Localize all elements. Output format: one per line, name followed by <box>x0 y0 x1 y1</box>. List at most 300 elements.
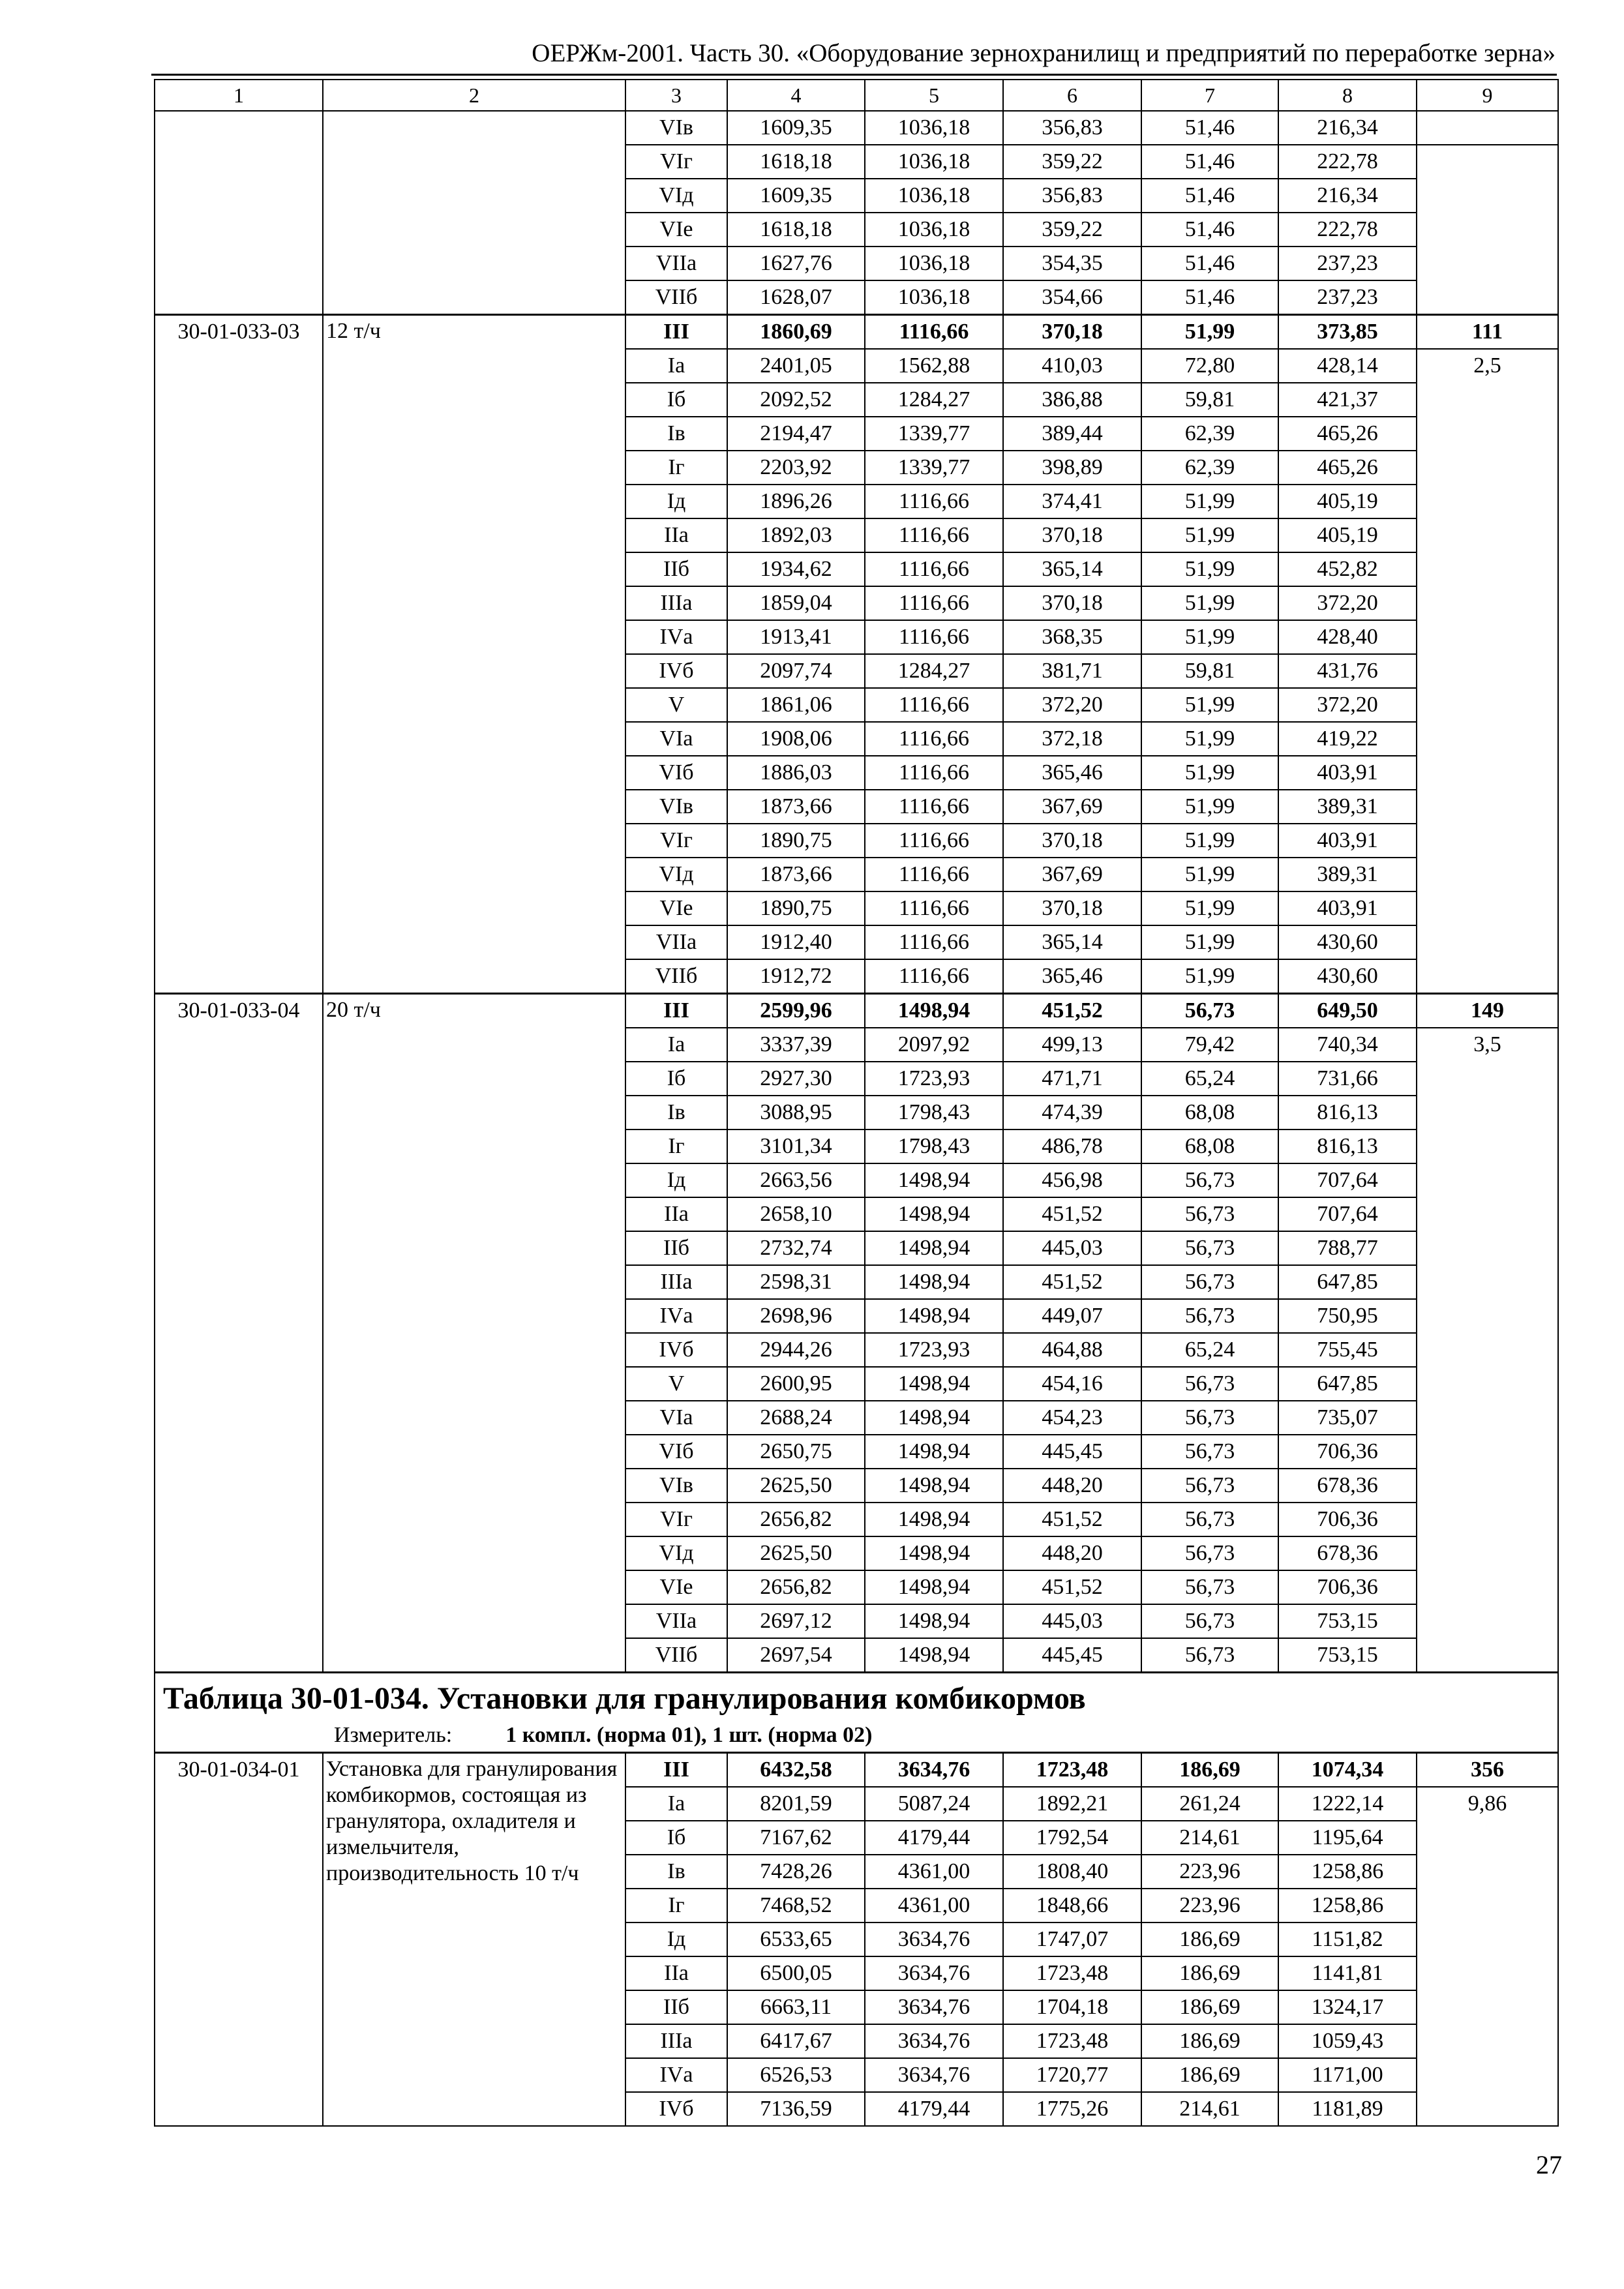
page-number: 27 <box>1536 2150 1562 2179</box>
material-cost: 465,26 <box>1278 417 1417 451</box>
material-cost: 428,40 <box>1278 620 1417 654</box>
material-cost: 419,22 <box>1278 722 1417 756</box>
total-cost: 2697,12 <box>727 1604 865 1638</box>
machine-cost: 1720,77 <box>1003 2058 1141 2092</box>
total-cost: 1896,26 <box>727 485 865 518</box>
material-cost: 405,19 <box>1278 518 1417 552</box>
wage-cost: 1036,18 <box>865 247 1003 280</box>
material-cost: 647,85 <box>1278 1367 1417 1401</box>
material-cost: 1258,86 <box>1278 1855 1417 1889</box>
region-code: VIа <box>625 1401 727 1435</box>
machine-cost: 370,18 <box>1003 891 1141 925</box>
material-cost: 1059,43 <box>1278 2024 1417 2058</box>
column-number: 8 <box>1278 80 1417 111</box>
total-cost: 1860,69 <box>727 315 865 350</box>
driver-wage: 51,46 <box>1141 213 1278 247</box>
total-cost: 1913,41 <box>727 620 865 654</box>
material-cost: 1074,34 <box>1278 1753 1417 1788</box>
driver-wage: 51,46 <box>1141 179 1278 213</box>
driver-wage: 223,96 <box>1141 1855 1278 1889</box>
wage-cost: 1284,27 <box>865 654 1003 688</box>
column-number: 5 <box>865 80 1003 111</box>
total-cost: 1859,04 <box>727 586 865 620</box>
total-cost: 1618,18 <box>727 213 865 247</box>
wage-cost: 2097,92 <box>865 1028 1003 1062</box>
material-cost: 753,15 <box>1278 1638 1417 1673</box>
wage-cost: 3634,76 <box>865 2058 1003 2092</box>
machine-cost: 474,39 <box>1003 1096 1141 1130</box>
machine-cost: 370,18 <box>1003 518 1141 552</box>
machine-cost: 381,71 <box>1003 654 1141 688</box>
table-title: Таблица 30-01-034. Установки для гранулирования комбикормов <box>163 1681 1086 1716</box>
total-cost: 2650,75 <box>727 1435 865 1469</box>
material-cost: 372,20 <box>1278 586 1417 620</box>
measure-value: 1 компл. (норма 01), 1 шт. (норма 02) <box>505 1723 873 1747</box>
total-cost: 2656,82 <box>727 1570 865 1604</box>
material-cost: 389,31 <box>1278 858 1417 891</box>
region-code: VIд <box>625 179 727 213</box>
region-code: VIе <box>625 891 727 925</box>
driver-wage: 51,99 <box>1141 756 1278 790</box>
total-cost: 7167,62 <box>727 1821 865 1855</box>
machine-cost: 1792,54 <box>1003 1821 1141 1855</box>
driver-wage: 51,99 <box>1141 790 1278 824</box>
wage-cost: 1498,94 <box>865 1469 1003 1503</box>
region-code: VIIб <box>625 280 727 315</box>
total-cost: 1873,66 <box>727 858 865 891</box>
wage-cost: 4361,00 <box>865 1889 1003 1922</box>
material-cost: 706,36 <box>1278 1570 1417 1604</box>
total-cost: 2598,31 <box>727 1265 865 1299</box>
material-cost: 405,19 <box>1278 485 1417 518</box>
wage-cost: 1498,94 <box>865 1638 1003 1673</box>
wage-cost: 1498,94 <box>865 1163 1003 1197</box>
material-cost: 216,34 <box>1278 179 1417 213</box>
region-code: Iб <box>625 1821 727 1855</box>
machine-cost: 370,18 <box>1003 824 1141 858</box>
total-cost: 1908,06 <box>727 722 865 756</box>
machine-cost: 454,23 <box>1003 1401 1141 1435</box>
material-cost: 1141,81 <box>1278 1956 1417 1990</box>
region-code: IIIа <box>625 586 727 620</box>
region-code: VIб <box>625 756 727 790</box>
wage-cost: 1116,66 <box>865 756 1003 790</box>
driver-wage: 51,99 <box>1141 858 1278 891</box>
region-code: Iа <box>625 1787 727 1821</box>
norm-code: 30-01-033-04 <box>155 994 323 1673</box>
machine-cost: 356,83 <box>1003 111 1141 145</box>
machine-cost: 367,69 <box>1003 858 1141 891</box>
machine-cost: 456,98 <box>1003 1163 1141 1197</box>
total-cost: 6432,58 <box>727 1753 865 1788</box>
driver-wage: 186,69 <box>1141 1753 1278 1788</box>
total-cost: 3101,34 <box>727 1130 865 1163</box>
region-code: IIб <box>625 1231 727 1265</box>
region-code: VIIб <box>625 1638 727 1673</box>
wage-cost: 1116,66 <box>865 790 1003 824</box>
wage-cost: 1116,66 <box>865 586 1003 620</box>
total-cost: 2732,74 <box>727 1231 865 1265</box>
column-number: 6 <box>1003 80 1141 111</box>
machine-cost: 451,52 <box>1003 1197 1141 1231</box>
driver-wage: 72,80 <box>1141 349 1278 383</box>
region-code: IVа <box>625 1299 727 1333</box>
wage-cost: 1116,66 <box>865 688 1003 722</box>
measure-label: Измеритель: <box>334 1723 453 1747</box>
driver-wage: 56,73 <box>1141 1503 1278 1536</box>
total-cost: 2097,74 <box>727 654 865 688</box>
table-row <box>155 994 1558 1028</box>
wage-cost: 1498,94 <box>865 1231 1003 1265</box>
table-row <box>155 315 1558 350</box>
norm-description: 20 т/ч <box>323 994 625 1673</box>
labor-cost <box>1417 111 1558 145</box>
machine-cost: 464,88 <box>1003 1333 1141 1367</box>
total-cost: 1890,75 <box>727 824 865 858</box>
total-cost: 2944,26 <box>727 1333 865 1367</box>
region-code: IIб <box>625 1990 727 2024</box>
material-cost: 1324,17 <box>1278 1990 1417 2024</box>
driver-wage: 79,42 <box>1141 1028 1278 1062</box>
total-cost: 8201,59 <box>727 1787 865 1821</box>
labor-cost: 111 <box>1417 315 1558 350</box>
wage-cost: 1498,94 <box>865 1265 1003 1299</box>
wage-cost: 1562,88 <box>865 349 1003 383</box>
norm-description: 12 т/ч <box>323 315 625 994</box>
region-code: Iг <box>625 1889 727 1922</box>
region-code: VIе <box>625 213 727 247</box>
labor-cost: 356 <box>1417 1753 1558 1788</box>
region-code: III <box>625 1753 727 1788</box>
machine-cost: 372,20 <box>1003 688 1141 722</box>
machine-cost: 398,89 <box>1003 451 1141 485</box>
material-cost: 731,66 <box>1278 1062 1417 1096</box>
machine-cost: 451,52 <box>1003 994 1141 1028</box>
total-cost: 2658,10 <box>727 1197 865 1231</box>
column-number: 2 <box>323 80 625 111</box>
region-code: Iд <box>625 1922 727 1956</box>
material-cost: 428,14 <box>1278 349 1417 383</box>
machine-cost: 410,03 <box>1003 349 1141 383</box>
region-code: VIа <box>625 722 727 756</box>
driver-wage: 186,69 <box>1141 1922 1278 1956</box>
material-cost: 237,23 <box>1278 280 1417 315</box>
machine-cost: 386,88 <box>1003 383 1141 417</box>
region-code: III <box>625 315 727 350</box>
wage-cost: 1498,94 <box>865 1570 1003 1604</box>
material-cost: 816,13 <box>1278 1130 1417 1163</box>
total-cost: 2927,30 <box>727 1062 865 1096</box>
machine-cost: 1747,07 <box>1003 1922 1141 1956</box>
driver-wage: 223,96 <box>1141 1889 1278 1922</box>
machine-cost: 449,07 <box>1003 1299 1141 1333</box>
driver-wage: 186,69 <box>1141 2024 1278 2058</box>
machine-cost: 499,13 <box>1003 1028 1141 1062</box>
machine-cost: 389,44 <box>1003 417 1141 451</box>
wage-cost: 1339,77 <box>865 417 1003 451</box>
machine-cost: 365,14 <box>1003 925 1141 959</box>
wage-cost: 3634,76 <box>865 1753 1003 1788</box>
driver-wage: 56,73 <box>1141 1163 1278 1197</box>
region-code: VIв <box>625 1469 727 1503</box>
machine-cost: 1704,18 <box>1003 1990 1141 2024</box>
machine-cost: 374,41 <box>1003 485 1141 518</box>
total-cost: 2688,24 <box>727 1401 865 1435</box>
material-cost: 706,36 <box>1278 1503 1417 1536</box>
total-cost: 3337,39 <box>727 1028 865 1062</box>
column-number: 4 <box>727 80 865 111</box>
total-cost: 1892,03 <box>727 518 865 552</box>
material-cost: 216,34 <box>1278 111 1417 145</box>
driver-wage: 51,46 <box>1141 111 1278 145</box>
material-cost: 1258,86 <box>1278 1889 1417 1922</box>
norm-code <box>155 111 323 315</box>
material-cost: 755,45 <box>1278 1333 1417 1367</box>
driver-wage: 65,24 <box>1141 1333 1278 1367</box>
material-cost: 389,31 <box>1278 790 1417 824</box>
region-code: VIIа <box>625 925 727 959</box>
total-cost: 7428,26 <box>727 1855 865 1889</box>
wage-cost: 3634,76 <box>865 1922 1003 1956</box>
machine-cost: 372,18 <box>1003 722 1141 756</box>
driver-wage: 56,73 <box>1141 1570 1278 1604</box>
region-code: III <box>625 994 727 1028</box>
driver-wage: 59,81 <box>1141 383 1278 417</box>
driver-wage: 51,99 <box>1141 891 1278 925</box>
wage-cost: 1116,66 <box>865 858 1003 891</box>
machine-cost: 1723,48 <box>1003 1753 1141 1788</box>
driver-wage: 56,73 <box>1141 1604 1278 1638</box>
driver-wage: 51,46 <box>1141 145 1278 179</box>
material-cost: 750,95 <box>1278 1299 1417 1333</box>
wage-cost: 1036,18 <box>865 145 1003 179</box>
material-cost: 706,36 <box>1278 1435 1417 1469</box>
region-code: IIб <box>625 552 727 586</box>
wage-cost: 1116,66 <box>865 315 1003 350</box>
machine-cost: 448,20 <box>1003 1536 1141 1570</box>
total-cost: 2194,47 <box>727 417 865 451</box>
total-cost: 2697,54 <box>727 1638 865 1673</box>
wage-cost: 1339,77 <box>865 451 1003 485</box>
column-number: 9 <box>1417 80 1558 111</box>
total-cost: 7136,59 <box>727 2092 865 2126</box>
total-cost: 1609,35 <box>727 179 865 213</box>
machine-cost: 1723,48 <box>1003 2024 1141 2058</box>
material-cost: 707,64 <box>1278 1197 1417 1231</box>
wage-cost: 1116,66 <box>865 552 1003 586</box>
driver-wage: 51,99 <box>1141 925 1278 959</box>
wage-cost: 1116,66 <box>865 959 1003 994</box>
wage-cost: 1116,66 <box>865 620 1003 654</box>
region-code: Iд <box>625 485 727 518</box>
total-cost: 6526,53 <box>727 2058 865 2092</box>
wage-cost: 1723,93 <box>865 1333 1003 1367</box>
total-cost: 1912,72 <box>727 959 865 994</box>
column-number: 1 <box>155 80 323 111</box>
wage-cost: 1284,27 <box>865 383 1003 417</box>
material-cost: 430,60 <box>1278 925 1417 959</box>
total-cost: 1627,76 <box>727 247 865 280</box>
driver-wage: 51,99 <box>1141 688 1278 722</box>
wage-cost: 1036,18 <box>865 179 1003 213</box>
driver-wage: 51,46 <box>1141 280 1278 315</box>
table-title-cell <box>155 1673 1558 1753</box>
machine-cost: 445,45 <box>1003 1435 1141 1469</box>
material-cost: 465,26 <box>1278 451 1417 485</box>
driver-wage: 65,24 <box>1141 1062 1278 1096</box>
total-cost: 2092,52 <box>727 383 865 417</box>
header-rule <box>151 74 1557 76</box>
machine-cost: 445,03 <box>1003 1604 1141 1638</box>
wage-cost: 1116,66 <box>865 891 1003 925</box>
total-cost: 2663,56 <box>727 1163 865 1197</box>
machine-cost: 359,22 <box>1003 213 1141 247</box>
region-code: VIIа <box>625 247 727 280</box>
material-cost: 678,36 <box>1278 1469 1417 1503</box>
driver-wage: 51,99 <box>1141 586 1278 620</box>
total-cost: 2625,50 <box>727 1469 865 1503</box>
machine-cost: 1892,21 <box>1003 1787 1141 1821</box>
wage-cost: 1498,94 <box>865 1536 1003 1570</box>
driver-wage: 186,69 <box>1141 1990 1278 2024</box>
machine-cost: 370,18 <box>1003 315 1141 350</box>
driver-wage: 56,73 <box>1141 1197 1278 1231</box>
total-cost: 2401,05 <box>727 349 865 383</box>
wage-cost: 1116,66 <box>865 485 1003 518</box>
machine-cost: 1723,48 <box>1003 1956 1141 1990</box>
material-cost: 1151,82 <box>1278 1922 1417 1956</box>
measure-line <box>334 1722 1550 1749</box>
wage-cost: 4361,00 <box>865 1855 1003 1889</box>
wage-cost: 1116,66 <box>865 518 1003 552</box>
material-cost: 431,76 <box>1278 654 1417 688</box>
wage-cost: 1498,94 <box>865 1604 1003 1638</box>
driver-wage: 56,73 <box>1141 1638 1278 1673</box>
total-cost: 1628,07 <box>727 280 865 315</box>
region-code: Iв <box>625 417 727 451</box>
page-header: ОЕРЖм-2001. Часть 30. «Оборудование зернохранилищ и предприятий по переработке зерна» <box>532 39 1556 67</box>
wage-cost: 3634,76 <box>865 2024 1003 2058</box>
material-cost: 430,60 <box>1278 959 1417 994</box>
material-cost: 373,85 <box>1278 315 1417 350</box>
material-cost: 647,85 <box>1278 1265 1417 1299</box>
wage-cost: 1036,18 <box>865 111 1003 145</box>
wage-cost: 1498,94 <box>865 1503 1003 1536</box>
machine-cost: 448,20 <box>1003 1469 1141 1503</box>
driver-wage: 51,99 <box>1141 620 1278 654</box>
weight-value: 3,5 <box>1417 1028 1558 1673</box>
region-code: IIа <box>625 1197 727 1231</box>
region-code: IVб <box>625 2092 727 2126</box>
norms-table <box>154 79 1559 2127</box>
material-cost: 222,78 <box>1278 213 1417 247</box>
region-code: IVа <box>625 2058 727 2092</box>
machine-cost: 367,69 <box>1003 790 1141 824</box>
wage-cost: 1498,94 <box>865 1197 1003 1231</box>
total-cost: 6663,11 <box>727 1990 865 2024</box>
material-cost: 421,37 <box>1278 383 1417 417</box>
wage-cost: 1798,43 <box>865 1096 1003 1130</box>
driver-wage: 56,73 <box>1141 1265 1278 1299</box>
driver-wage: 186,69 <box>1141 1956 1278 1990</box>
material-cost: 372,20 <box>1278 688 1417 722</box>
region-code: VIIб <box>625 959 727 994</box>
weight-value: 9,86 <box>1417 1787 1558 2126</box>
material-cost: 222,78 <box>1278 145 1417 179</box>
region-code: Iг <box>625 451 727 485</box>
driver-wage: 51,46 <box>1141 247 1278 280</box>
machine-cost: 365,46 <box>1003 959 1141 994</box>
material-cost: 753,15 <box>1278 1604 1417 1638</box>
total-cost: 6417,67 <box>727 2024 865 2058</box>
driver-wage: 56,73 <box>1141 1469 1278 1503</box>
machine-cost: 445,03 <box>1003 1231 1141 1265</box>
wage-cost: 1498,94 <box>865 1435 1003 1469</box>
region-code: VIг <box>625 1503 727 1536</box>
machine-cost: 354,66 <box>1003 280 1141 315</box>
driver-wage: 56,73 <box>1141 1231 1278 1265</box>
region-code: IVб <box>625 1333 727 1367</box>
machine-cost: 486,78 <box>1003 1130 1141 1163</box>
wage-cost: 5087,24 <box>865 1787 1003 1821</box>
driver-wage: 56,73 <box>1141 1367 1278 1401</box>
total-cost: 1618,18 <box>727 145 865 179</box>
machine-cost: 354,35 <box>1003 247 1141 280</box>
driver-wage: 68,08 <box>1141 1096 1278 1130</box>
machine-cost: 368,35 <box>1003 620 1141 654</box>
total-cost: 6500,05 <box>727 1956 865 1990</box>
material-cost: 403,91 <box>1278 891 1417 925</box>
driver-wage: 59,81 <box>1141 654 1278 688</box>
wage-cost: 4179,44 <box>865 2092 1003 2126</box>
region-code: Iа <box>625 349 727 383</box>
region-code: V <box>625 1367 727 1401</box>
region-code: Iг <box>625 1130 727 1163</box>
total-cost: 2656,82 <box>727 1503 865 1536</box>
material-cost: 740,34 <box>1278 1028 1417 1062</box>
total-cost: 1609,35 <box>727 111 865 145</box>
material-cost: 403,91 <box>1278 824 1417 858</box>
region-code: Iб <box>625 1062 727 1096</box>
wage-cost: 3634,76 <box>865 1990 1003 2024</box>
driver-wage: 62,39 <box>1141 451 1278 485</box>
region-code: IIа <box>625 518 727 552</box>
region-code: Iд <box>625 1163 727 1197</box>
driver-wage: 214,61 <box>1141 1821 1278 1855</box>
wage-cost: 1498,94 <box>865 1299 1003 1333</box>
driver-wage: 51,99 <box>1141 552 1278 586</box>
driver-wage: 214,61 <box>1141 2092 1278 2126</box>
total-cost: 2625,50 <box>727 1536 865 1570</box>
region-code: VIд <box>625 858 727 891</box>
region-code: V <box>625 688 727 722</box>
driver-wage: 56,73 <box>1141 1299 1278 1333</box>
material-cost: 1171,00 <box>1278 2058 1417 2092</box>
wage-cost: 1036,18 <box>865 280 1003 315</box>
wage-cost: 3634,76 <box>865 1956 1003 1990</box>
wage-cost: 1036,18 <box>865 213 1003 247</box>
column-number: 7 <box>1141 80 1278 111</box>
total-cost: 1873,66 <box>727 790 865 824</box>
norm-code: 30-01-034-01 <box>155 1753 323 2127</box>
material-cost: 1222,14 <box>1278 1787 1417 1821</box>
machine-cost: 365,46 <box>1003 756 1141 790</box>
driver-wage: 56,73 <box>1141 994 1278 1028</box>
total-cost: 1861,06 <box>727 688 865 722</box>
material-cost: 1195,64 <box>1278 1821 1417 1855</box>
machine-cost: 359,22 <box>1003 145 1141 179</box>
driver-wage: 51,99 <box>1141 959 1278 994</box>
